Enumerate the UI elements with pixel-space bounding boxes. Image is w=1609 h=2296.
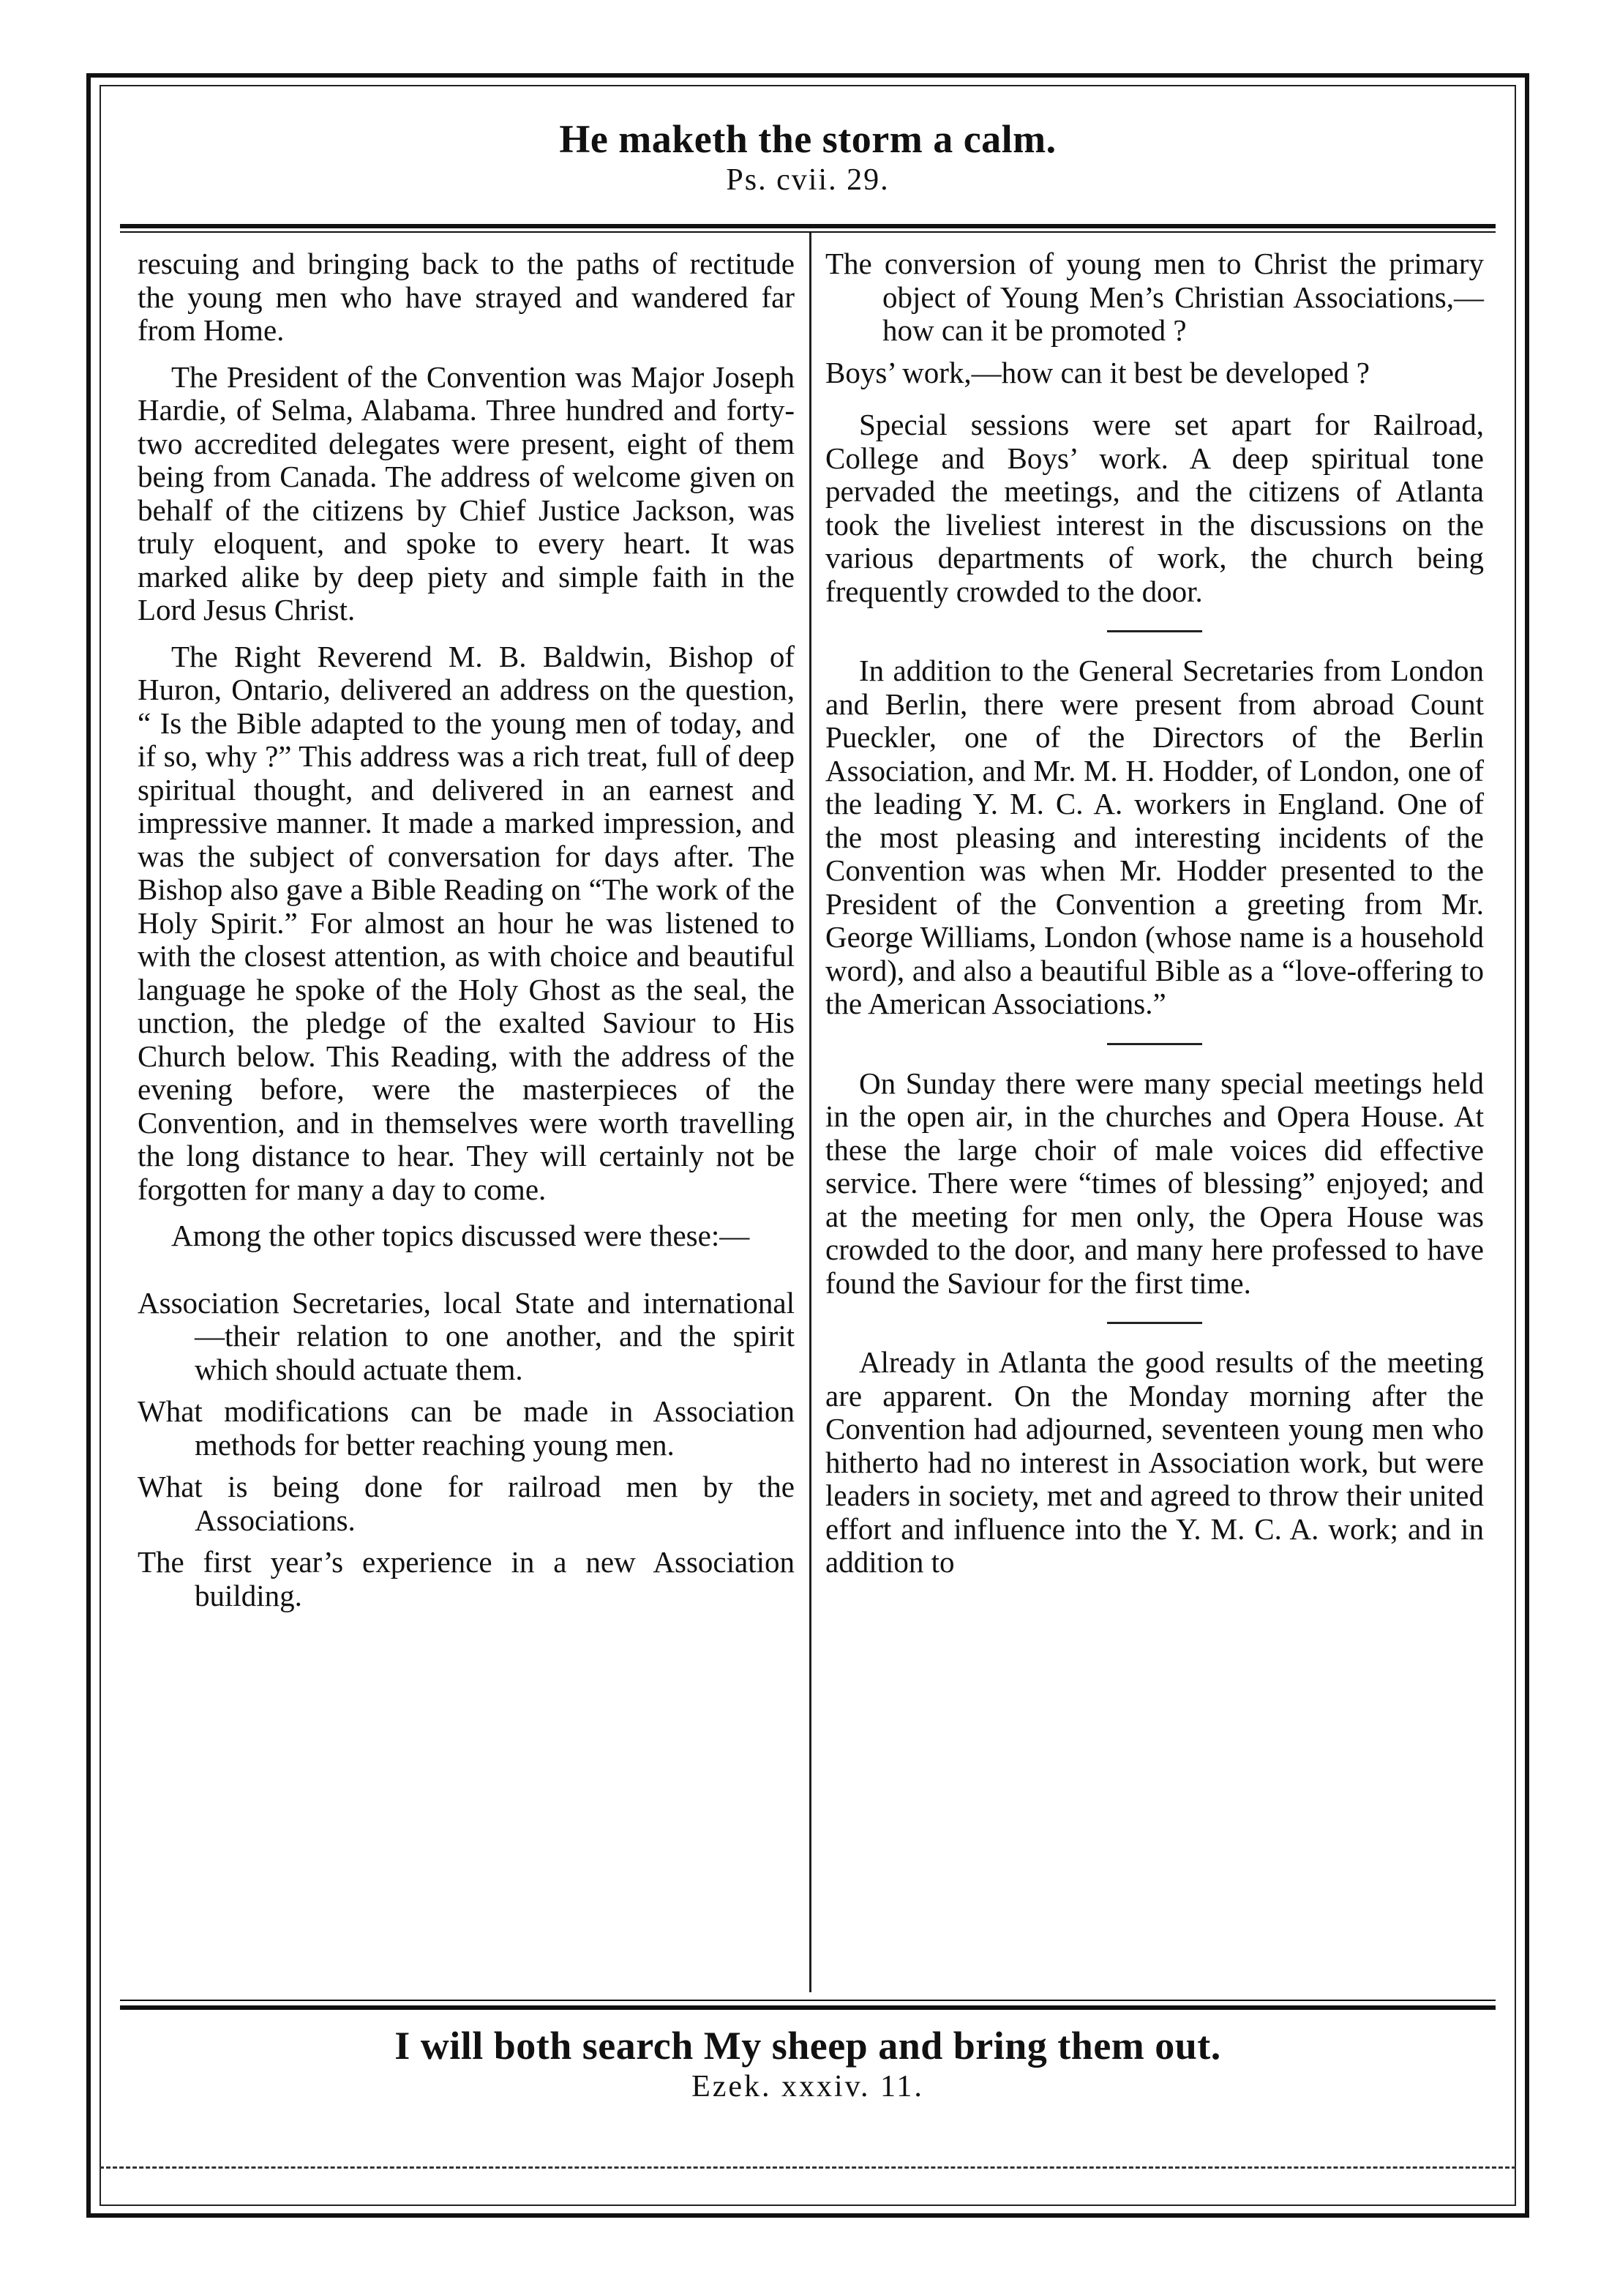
topic-item: What is being done for railroad men by the Associations.	[138, 1470, 795, 1537]
section-divider	[1107, 630, 1202, 632]
left-paragraph-4: Among the other topics discussed were these:—	[171, 1219, 750, 1252]
right-paragraph-2: In addition to the General Secretaries from London and Berlin, there were present from abroad Count Pueckler, one of the Directors of the Berlin Association, and Mr. M. H. Hodder, of London, one of the leading Y. M. C. A. workers in England. One of the most pleasing and interesting incidents of the Convention was when Mr. Hodder presented to the President of the Convention a greeting from Mr. George Williams, London (whose name is a household word), and also a beautiful Bible as a “love-offering to the American Associations.”	[825, 654, 1484, 1020]
footer	[100, 2023, 1516, 2105]
header-verse: He maketh the storm a calm.	[559, 117, 1057, 161]
topic-item: Association Secretaries, local State and international—their relation to one another, and the spirit which should actuate them.	[138, 1285, 795, 1386]
header-rule-thick	[120, 224, 1496, 228]
right-paragraph-4: Already in Atlanta the good results of the meeting are apparent. On the Monday morning after the Convention had adjourned, seventeen young men who hitherto had no interest in Association work, but were leaders in society, met and agreed to throw their united effort and influence into the Y. M. C. A. work; and in addition to	[825, 1345, 1484, 1579]
topic-item: The conversion of young men to Christ the primary object of Young Men’s Christian Associations,—how can it be promoted ?	[825, 247, 1484, 347]
bottom-dashed-rule	[100, 2166, 1516, 2169]
left-paragraph-2: The President of the Convention was Major Joseph Hardie, of Selma, Alabama. Three hundred and forty-two accredited delegates were present, eight of them being from Canada. The address of welcome given on behalf of the citizens by Chief Justice Jackson, was truly eloquent, and spoke to every heart. It was marked alike by deep piety and simple faith in the Lord Jesus Christ.	[138, 359, 795, 627]
topic-item: What modifications can be made in Association methods for better reaching young men.	[138, 1394, 795, 1462]
topic-item: Boys’ work,—how can it best be developed ?	[825, 355, 1370, 389]
header	[100, 117, 1516, 198]
footer-rule-thin	[120, 2000, 1496, 2001]
right-paragraph-3: On Sunday there were many special meetings held in the open air, in the churches and Opera House. At these the large choir of male voices did effective service. There were “times of blessing” enjoyed; and at the meeting for men only, the Opera House was crowded to the door, and many here professed to have found the Saviour for the first time.	[825, 1066, 1484, 1300]
footer-reference: Ezek. xxxiv. 11.	[691, 2070, 924, 2104]
column-divider	[809, 233, 811, 1992]
header-rule-thin	[120, 231, 1496, 233]
left-paragraph-3: The Right Reverend M. B. Baldwin, Bishop of Huron, Ontario, delivered an address on the question, “ Is the Bible adapted to the young men of today, and if so, why ?” This address was a rich treat, full of deep spiritual thought, and delivered in an earnest and impressive manner. It made a marked impression, and was the subject of conversation for days after. The Bishop also gave a Bible Reading on “The work of the Holy Spirit.” For almost an hour he was listened to with the closest attention, as with choice and beautiful language he spoke of the Holy Ghost as the seal, the unction, the pledge of the exalted Saviour to His Church below. This Reading, with the address of the evening before, were the masterpieces of the Convention, and in themselves were worth travelling the long distance to hear. They will certainly not be forgotten for many a day to come.	[138, 639, 795, 1206]
left-paragraph-1: rescuing and bringing back to the paths of rectitude the young men who have strayed and wandered far from Home.	[138, 247, 795, 347]
topic-item: The first year’s experience in a new Association building.	[138, 1545, 795, 1612]
right-column	[825, 247, 1484, 1593]
section-divider	[1107, 1322, 1202, 1324]
topics-spacer	[138, 1266, 795, 1287]
section-divider	[1107, 1043, 1202, 1045]
footer-rule-thick	[120, 2005, 1496, 2010]
left-column	[138, 247, 795, 1621]
header-reference: Ps. cvii. 29.	[726, 163, 890, 197]
footer-verse: I will both search My sheep and bring them out.	[394, 2024, 1221, 2068]
right-paragraph-1: Special sessions were set apart for Railroad, College and Boys’ work. A deep spiritual tone pervaded the meetings, and the citizens of Atlanta took the liveliest interest in the discussions on the various departments of work, the church being frequently crowded to the door.	[825, 408, 1484, 608]
